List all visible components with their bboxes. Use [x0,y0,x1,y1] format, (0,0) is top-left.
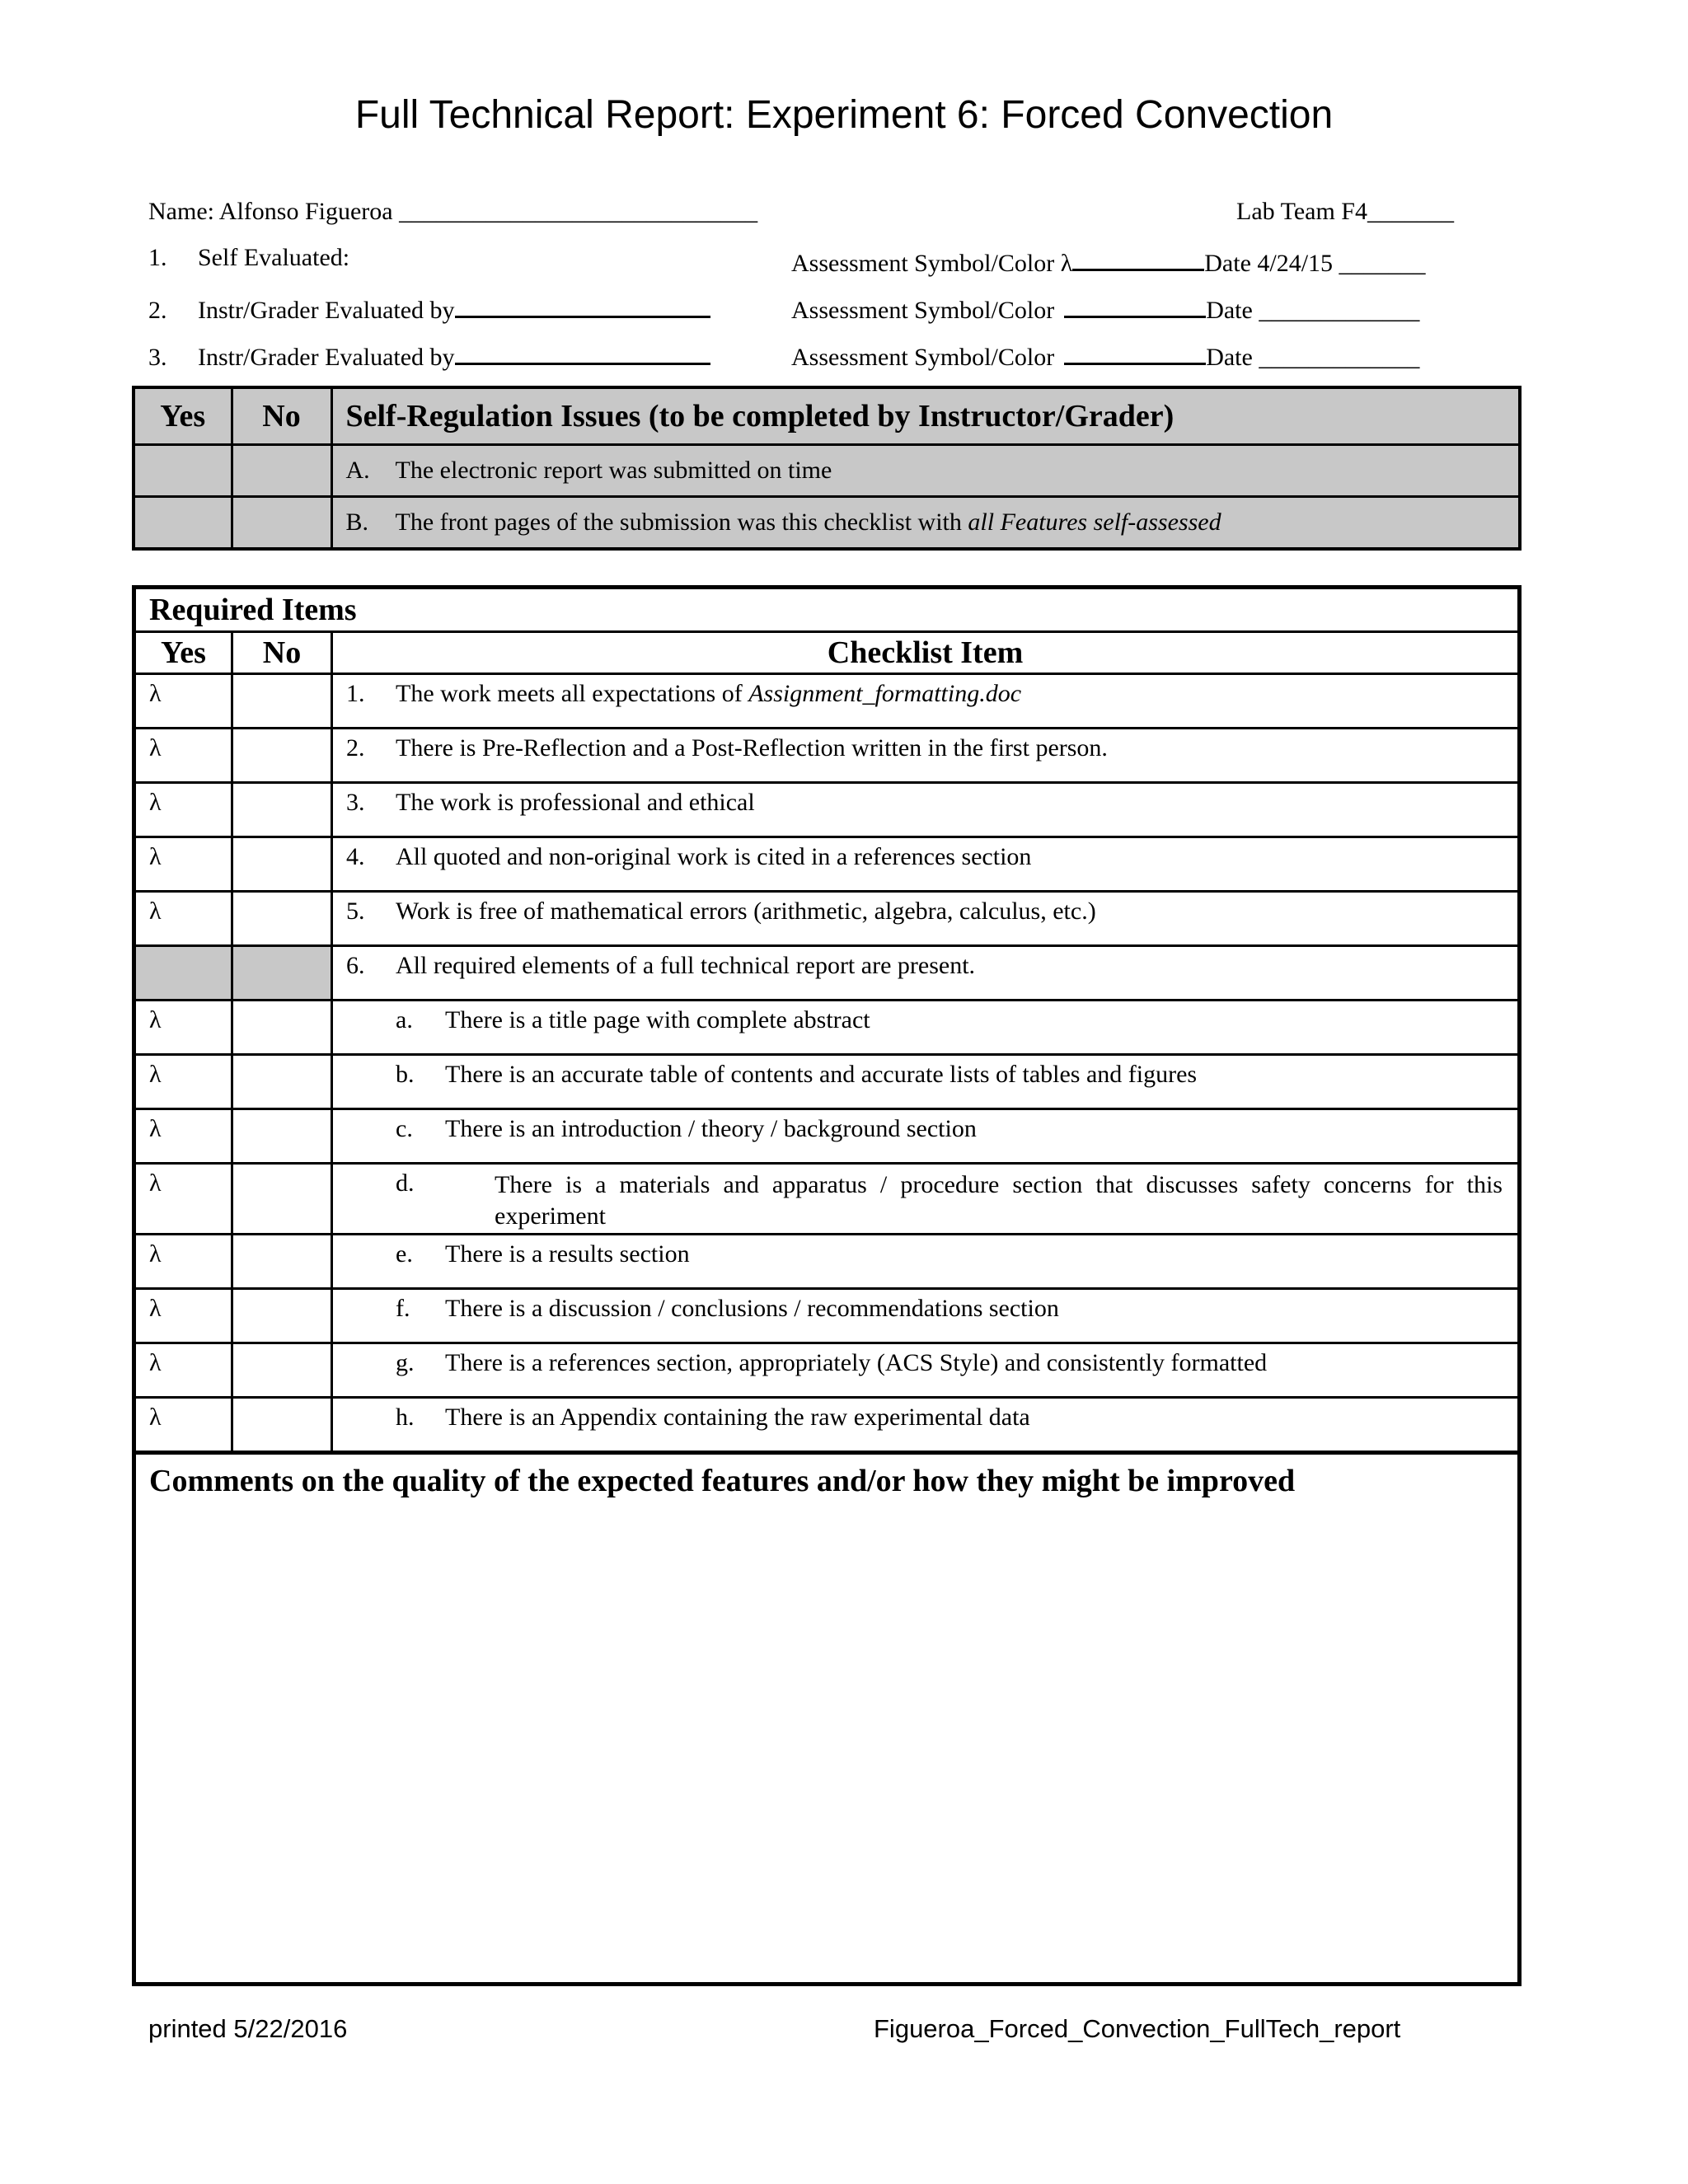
subitem-text: There is a discussion / conclusions / recommendations section [445,1295,1059,1322]
self-regulation-row [134,497,1520,550]
no-cell[interactable] [232,837,332,892]
evaluator-blank[interactable] [455,338,710,365]
item-text: The electronic report was submitted on time [395,457,832,484]
subitem-text: There is a materials and apparatus / procedure section that discusses safety concerns for this experiment [495,1171,1503,1230]
grader-row-2 [148,338,710,372]
item-text: The work meets all expectations of [396,680,749,707]
checklist-subrow [134,1235,1520,1289]
item-number: 6. [346,952,365,979]
self-regulation-heading: Self-Regulation Issues (to be completed by Instructor/Grader) [331,387,1520,445]
comments-row [134,1453,1520,1985]
checklist-subrow [134,1398,1520,1453]
date-field: Date _____________ [1206,297,1420,324]
col-yes: Yes [134,387,232,445]
subitem-text: There is a references section, appropriately (ACS Style) and consistently formatted [445,1349,1268,1376]
checklist-row [134,837,1520,892]
no-cell[interactable] [232,1001,332,1055]
page-title: Full Technical Report: Experiment 6: Forced Convection [354,93,1334,137]
date-field: Date 4/24/15 _______ [1204,250,1426,277]
subitem-label: c. [396,1115,413,1142]
yes-cell[interactable]: λ [134,1343,232,1398]
item-number: 1. [346,680,365,707]
no-cell[interactable] [232,445,331,497]
no-cell[interactable] [232,1109,332,1164]
subitem-label: g. [396,1349,415,1376]
self-regulation-item [331,497,1520,550]
yes-cell[interactable]: λ [134,729,232,783]
self-regulation-table [132,386,1522,551]
assessment-blank [1064,291,1206,318]
assessment-field[interactable] [791,244,1426,278]
required-items-title: Required Items [134,588,1520,632]
assessment-blank [1072,244,1204,271]
yes-cell[interactable] [134,497,232,550]
no-cell[interactable] [232,674,332,729]
lab-team-field[interactable]: Lab Team F4_______ [1236,198,1454,225]
subitem-text: There is a title page with complete abstract [445,1006,870,1033]
checklist-subitem [332,1235,1520,1289]
no-cell[interactable] [232,1398,332,1453]
checklist-subitem [332,1398,1520,1453]
checklist-subitem [332,1109,1520,1164]
assessment-label: Assessment Symbol/Color [791,297,1055,324]
assessment-field[interactable] [791,291,1419,325]
col-no: No [232,632,332,674]
row-number: 3. [148,344,167,371]
subitem-label: e. [396,1240,413,1268]
comments-heading: Comments on the quality of the expected features and/or how they might be improved [149,1464,1296,1498]
date-field: Date _____________ [1206,344,1420,371]
item-number: 2. [346,734,365,762]
yes-cell[interactable]: λ [134,1164,232,1235]
row-label: Instr/Grader Evaluated by [198,344,455,371]
self-regulation-item [331,445,1520,497]
self-evaluated-row [148,244,349,272]
checklist-subitem [332,1289,1520,1343]
col-yes: Yes [134,632,232,674]
checklist-subrow [134,1289,1520,1343]
yes-cell[interactable]: λ [134,892,232,946]
self-regulation-header [134,387,1520,445]
no-cell[interactable] [232,783,332,837]
checklist-subrow [134,1109,1520,1164]
checklist-subitem [332,1164,1520,1235]
no-cell[interactable] [232,1055,332,1109]
subitem-text: There is an Appendix containing the raw experimental data [445,1404,1030,1431]
item-number: 3. [346,789,365,816]
item-label: A. [345,457,370,484]
evaluator-blank[interactable] [455,291,710,318]
name-field[interactable] [148,198,757,226]
row-number: 1. [148,244,167,271]
yes-cell[interactable]: λ [134,837,232,892]
self-regulation-row [134,445,1520,497]
item-text-italic: all Features self-assessed [968,509,1221,536]
yes-cell[interactable] [134,445,232,497]
checklist-item [332,837,1520,892]
col-checklist-item: Checklist Item [332,632,1520,674]
checklist-item [332,783,1520,837]
col-no: No [232,387,331,445]
no-cell[interactable] [232,1164,332,1235]
required-items-title-row [134,588,1520,632]
yes-cell[interactable]: λ [134,783,232,837]
no-cell[interactable] [232,1343,332,1398]
checklist-subrow [134,1164,1520,1235]
assessment-label: Assessment Symbol/Color λ [791,250,1073,277]
checklist-subrow [134,1055,1520,1109]
subitem-label: f. [396,1295,410,1322]
grader-row-1 [148,291,710,325]
footer-filename: Figueroa_Forced_Convection_FullTech_report [874,2014,1401,2043]
checklist-item [332,946,1520,1001]
yes-cell[interactable]: λ [134,674,232,729]
subitem-text: There is an accurate table of contents and accurate lists of tables and figures [445,1061,1198,1088]
checklist-header [134,632,1520,674]
no-cell[interactable] [232,729,332,783]
checklist-row [134,674,1520,729]
checklist-item [332,892,1520,946]
yes-cell-disabled [134,946,232,1001]
checklist-subitem [332,1001,1520,1055]
row-label: Instr/Grader Evaluated by [198,297,455,324]
no-cell[interactable] [232,497,331,550]
checklist-row [134,783,1520,837]
comments-box[interactable] [134,1453,1520,1985]
no-cell[interactable] [232,1235,332,1289]
assessment-field[interactable] [791,338,1419,372]
no-cell[interactable] [232,892,332,946]
yes-cell[interactable]: λ [134,1289,232,1343]
yes-cell[interactable]: λ [134,1398,232,1453]
printed-date: printed 5/22/2016 [148,2014,348,2043]
item-number: 5. [346,898,365,925]
item-text-italic: Assignment_formatting.doc [748,680,1022,707]
item-text: The work is professional and ethical [396,789,755,816]
item-text: There is Pre-Reflection and a Post-Reflection written in the first person. [396,734,1108,762]
subitem-text: There is a results section [445,1240,690,1268]
yes-cell[interactable]: λ [134,1001,232,1055]
checklist-item [332,729,1520,783]
row-label: Self Evaluated: [198,244,350,271]
checklist-row [134,892,1520,946]
no-cell[interactable] [232,1289,332,1343]
checklist-subitem [332,1343,1520,1398]
subitem-label: b. [396,1061,415,1088]
subitem-text: There is an introduction / theory / background section [445,1115,977,1142]
item-number: 4. [346,843,365,870]
subitem-label: d. [396,1169,415,1197]
row-number: 2. [148,297,167,324]
item-text: All quoted and non-original work is cited in a references section [396,843,1032,870]
assessment-blank [1064,338,1206,365]
subitem-label: h. [396,1404,415,1431]
checklist-subrow [134,1001,1520,1055]
checklist-item [332,674,1520,729]
no-cell-disabled [232,946,332,1001]
item-text: Work is free of mathematical errors (arithmetic, algebra, calculus, etc.) [396,898,1096,925]
yes-cell[interactable]: λ [134,1109,232,1164]
name-label: Name: Alfonso Figueroa [148,198,393,225]
checklist-subrow [134,1343,1520,1398]
item-text: The front pages of the submission was this checklist with [395,509,968,536]
yes-cell[interactable]: λ [134,1055,232,1109]
required-items-table [132,585,1522,1986]
checklist-row [134,946,1520,1001]
item-text: All required elements of a full technical report are present. [396,952,976,979]
checklist-subitem [332,1055,1520,1109]
yes-cell[interactable]: λ [134,1235,232,1289]
item-label: B. [345,509,369,536]
assessment-label: Assessment Symbol/Color [791,344,1055,371]
name-blank: _____________________________ [399,198,758,225]
checklist-row [134,729,1520,783]
subitem-label: a. [396,1006,413,1033]
